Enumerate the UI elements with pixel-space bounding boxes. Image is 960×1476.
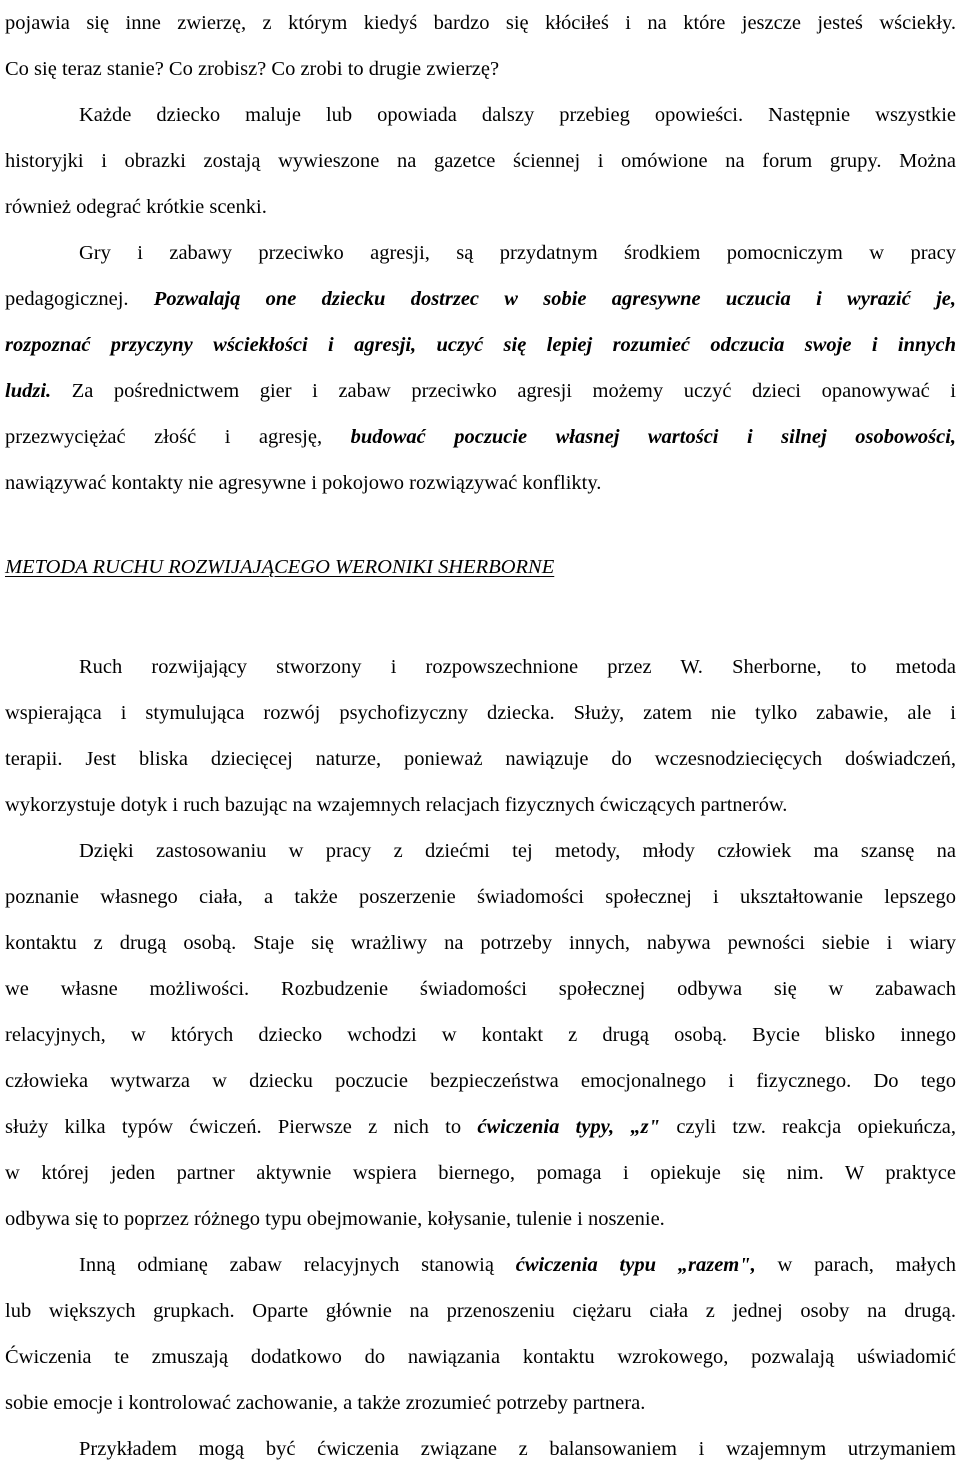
text-line: Ruch rozwijający stworzony i rozpowszechnione przez W. Sherborne, to metoda <box>79 656 956 678</box>
text-line: również odegrać krótkie scenki. <box>5 196 267 218</box>
paragraph-games-against-aggression <box>5 230 956 506</box>
text-line: w której jeden partner aktywnie wspiera biernego, pomaga i opiekuje się nim. W praktyce <box>5 1162 956 1184</box>
text-line: lub większych grupkach. Oparte głównie na przenoszeniu ciężaru ciała z jednej osoby na drugą. <box>5 1300 956 1322</box>
text-line: Każde dziecko maluje lub opowiada dalszy przebieg opowieści. Następnie wszystkie <box>79 104 956 126</box>
text-line: sobie emocje i kontrolować zachowanie, a także zrozumieć potrzeby partnera. <box>5 1392 646 1414</box>
text-line <box>5 276 956 322</box>
text-line <box>5 322 956 368</box>
paragraph-balance-exercises <box>5 1426 956 1472</box>
text-line: Ćwiczenia te zmuszają dodatkowo do nawiązania kontaktu wzrokowego, pozwalają uświadomić <box>5 1346 956 1368</box>
text-line: Gry i zabawy przeciwko agresji, są przydatnym środkiem pomocniczym w pracy <box>79 242 956 264</box>
paragraph-method-benefits <box>5 828 956 1242</box>
emphasis-text: budować poczucie własnej wartości i silnej osobowości, <box>350 426 957 448</box>
text-line: poznanie własnego ciała, a także poszerzenie świadomości społecznej i ukształtowanie lepszego <box>5 886 956 908</box>
emphasis-text: Pozwalają one dziecku dostrzec w sobie agresywne uczucia i wyrazić je, <box>153 288 957 310</box>
text-line: odbywa się to poprzez różnego typu obejmowanie, kołysanie, tulenie i noszenie. <box>5 1208 665 1230</box>
paragraph-sherborne-intro <box>5 644 956 828</box>
paragraph-together-exercises <box>5 1242 956 1426</box>
emphasis-text: ćwiczenia typy, „z" <box>477 1116 661 1138</box>
text-run: w parach, małych <box>777 1254 956 1276</box>
text-line: relacyjnych, w których dziecko wchodzi w kontakt z drugą osobą. Bycie blisko innego <box>5 1024 956 1046</box>
text-run: Inną odmianę zabaw relacyjnych stanowią <box>79 1254 494 1276</box>
text-line: wykorzystuje dotyk i ruch bazując na wzajemnych relacjach fizycznych ćwiczących partnerów. <box>5 794 788 816</box>
text-run: przezwyciężać złość i agresję, <box>5 426 323 448</box>
paragraph-drawing-task <box>5 92 956 230</box>
text-run: służy kilka typów ćwiczeń. Pierwsze z nich to <box>5 1116 462 1138</box>
text-line: Co się teraz stanie? Co zrobisz? Co zrobi to drugie zwierzę? <box>5 58 500 80</box>
section-heading: METODA RUCHU ROZWIJAJĄCEGO WERONIKI SHERBORNE <box>5 556 555 578</box>
text-line: terapii. Jest bliska dziecięcej naturze, ponieważ nawiązuje do wczesnodziecięcych doświadczeń, <box>5 748 956 770</box>
text-line: Dzięki zastosowaniu w pracy z dziećmi tej metody, młody człowiek ma szansę na <box>79 840 956 862</box>
text-line <box>5 414 956 460</box>
text-run: Za pośrednictwem gier i zabaw przeciwko agresji możemy uczyć dzieci opanowywać i <box>71 380 956 402</box>
text-line <box>5 1242 956 1288</box>
text-line <box>5 368 956 414</box>
text-line: nawiązywać kontakty nie agresywne i pokojowo rozwiązywać konflikty. <box>5 472 602 494</box>
document-page <box>5 0 956 1472</box>
text-line: wspierająca i stymulująca rozwój psychofizyczny dziecka. Służy, zatem nie tylko zabawie, ale i <box>5 702 956 724</box>
text-line: historyjki i obrazki zostają wywieszone na gazetce ściennej i omówione na forum grupy. Można <box>5 150 956 172</box>
text-run: czyli tzw. reakcja opiekuńcza, <box>676 1116 957 1138</box>
text-run: pedagogicznej. <box>5 288 129 310</box>
emphasis-text: ludzi. <box>5 380 52 402</box>
emphasis-text: rozpoznać przyczyny wściekłości i agresji, uczyć się lepiej rozumieć odczucia swoje i innych <box>5 334 956 356</box>
text-line <box>5 1104 956 1150</box>
text-line: człowieka wytwarza w dziecku poczucie bezpieczeństwa emocjonalnego i fizycznego. Do tego <box>5 1070 956 1092</box>
emphasis-text: ćwiczenia typu „razem", <box>515 1254 756 1276</box>
text-line: we własne możliwości. Rozbudzenie świadomości społecznej odbywa się w zabawach <box>5 978 956 1000</box>
text-line: kontaktu z drugą osobą. Staje się wrażliwy na potrzeby innych, nabywa pewności siebie i wiary <box>5 932 956 954</box>
text-line: pojawia się inne zwierzę, z którym kiedyś bardzo się kłóciłeś i na które jeszcze jesteś wściekły. <box>5 12 956 34</box>
paragraph-story-continuation <box>5 0 956 92</box>
text-line: Przykładem mogą być ćwiczenia związane z balansowaniem i wzajemnym utrzymaniem <box>79 1438 956 1460</box>
